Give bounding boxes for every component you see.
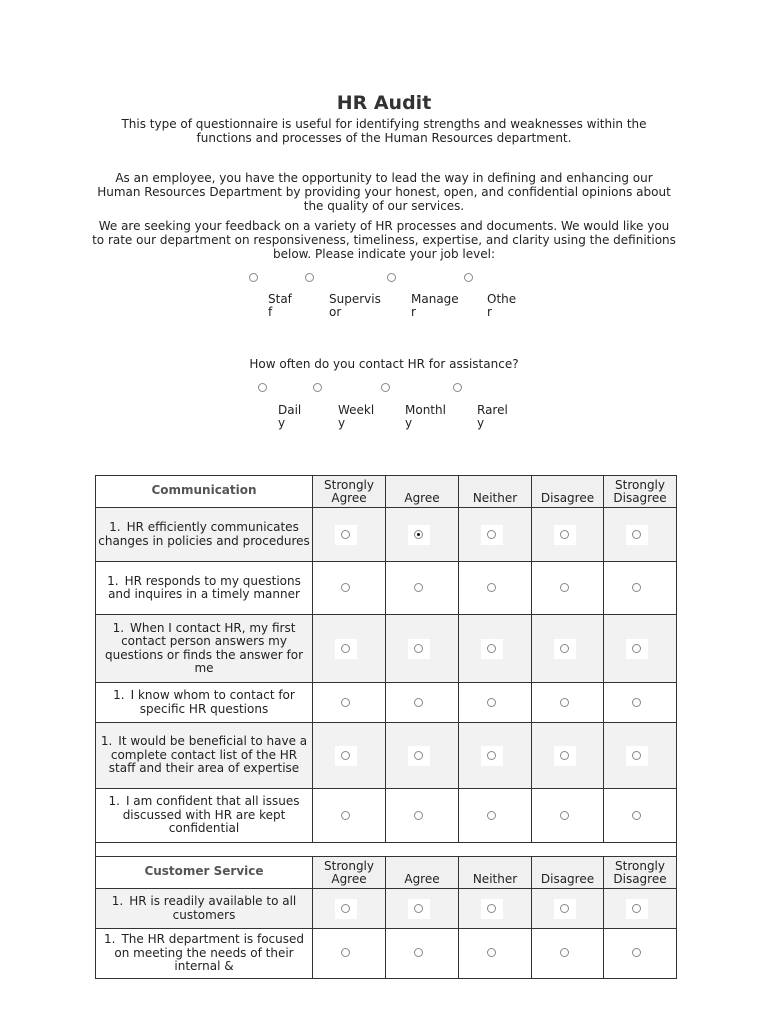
statement-number: 1. <box>107 573 119 588</box>
radio-box <box>335 806 357 826</box>
rating-radio[interactable] <box>632 644 641 653</box>
radio-box <box>626 899 648 919</box>
frequency-label-1: Weekl y <box>338 403 375 430</box>
rating-cell <box>604 615 677 683</box>
rating-radio[interactable] <box>341 948 350 957</box>
table-row <box>96 508 677 562</box>
radio-box <box>481 899 503 919</box>
frequency-radio-2[interactable] <box>381 383 390 392</box>
rating-cell <box>604 889 677 929</box>
table-row <box>96 789 677 843</box>
radio-box <box>554 693 576 713</box>
section-category: Communication <box>96 476 313 508</box>
rating-radio[interactable] <box>487 751 496 760</box>
radio-box <box>335 525 357 545</box>
radio-box <box>554 578 576 598</box>
statement-text: HR responds to my questions and inquires in a timely manner <box>108 573 301 601</box>
statement-number: 1. <box>100 734 113 749</box>
rating-cell <box>604 562 677 615</box>
rating-radio[interactable] <box>632 583 641 592</box>
radio-box <box>481 525 503 545</box>
table-row <box>96 723 677 789</box>
rating-radio[interactable] <box>632 698 641 707</box>
radio-box <box>335 693 357 713</box>
column-header: Strongly Disagree <box>604 476 677 508</box>
radio-box <box>626 746 648 766</box>
statement-number: 1. <box>113 688 125 702</box>
rating-cell <box>386 615 459 683</box>
radio-box <box>408 578 430 598</box>
statement-number: 1. <box>108 794 120 809</box>
frequency-label-3: Rarel y <box>477 403 508 430</box>
rating-cell <box>313 789 386 843</box>
rating-cell <box>532 508 604 562</box>
frequency-radio-0[interactable] <box>258 383 267 392</box>
statement-text: When I contact HR, my first contact person answers my questions or finds the answer for me <box>104 620 303 675</box>
statement-text: HR efficiently communicates changes in policies and procedures <box>98 520 310 548</box>
statement-cell <box>96 562 313 615</box>
rating-radio[interactable] <box>341 811 350 820</box>
radio-box <box>408 943 430 963</box>
rating-radio[interactable] <box>341 698 350 707</box>
rating-radio[interactable] <box>560 948 569 957</box>
radio-box <box>626 525 648 545</box>
survey-table <box>95 475 677 979</box>
column-header: Agree <box>386 476 459 508</box>
radio-box <box>626 943 648 963</box>
radio-box <box>626 578 648 598</box>
rating-radio[interactable] <box>487 644 496 653</box>
rating-radio[interactable] <box>414 751 423 760</box>
job-level-label-1: Supervis or <box>329 292 381 319</box>
rating-cell <box>532 562 604 615</box>
statement-cell <box>96 683 313 723</box>
statement-cell <box>96 889 313 929</box>
rating-cell <box>313 929 386 979</box>
rating-cell <box>313 508 386 562</box>
radio-box <box>481 806 503 826</box>
rating-radio[interactable] <box>341 751 350 760</box>
job-level-label-0: Staf f <box>268 292 292 319</box>
table-row <box>96 889 677 929</box>
rating-cell <box>532 723 604 789</box>
rating-cell <box>532 889 604 929</box>
rating-radio[interactable] <box>560 530 569 539</box>
rating-radio[interactable] <box>560 811 569 820</box>
job-level-label-2: Manage r <box>411 292 459 319</box>
rating-cell <box>604 683 677 723</box>
rating-cell <box>459 615 532 683</box>
rating-radio[interactable] <box>560 644 569 653</box>
section-spacer <box>96 843 677 857</box>
rating-radio[interactable] <box>487 904 496 913</box>
rating-cell <box>313 562 386 615</box>
rating-cell <box>313 615 386 683</box>
rating-cell <box>386 683 459 723</box>
rating-cell <box>386 562 459 615</box>
statement-cell <box>96 723 313 789</box>
radio-box <box>408 746 430 766</box>
table-row <box>96 615 677 683</box>
intro-text: This type of questionnaire is useful for identifying strengths and weaknesses within the functions and processes of the Human Resources department. <box>121 117 647 145</box>
feedback-paragraph: We are seeking your feedback on a variety of HR processes and documents. We would like you to rate our department on responsiveness, timeliness, expertise, and clarity using the definitions below. Please indicate your job level: <box>92 219 676 261</box>
rating-cell <box>604 789 677 843</box>
statement-text: The HR department is focused on meeting the needs of their internal & <box>114 932 304 973</box>
column-header: Neither <box>459 476 532 508</box>
rating-cell <box>459 723 532 789</box>
section-header-row <box>96 476 677 508</box>
rating-cell <box>386 508 459 562</box>
column-header: Neither <box>459 857 532 889</box>
rating-cell <box>532 683 604 723</box>
statement-cell <box>96 789 313 843</box>
rating-radio[interactable] <box>414 644 423 653</box>
rating-cell <box>313 889 386 929</box>
rating-radio[interactable] <box>632 530 641 539</box>
radio-box <box>626 639 648 659</box>
rating-radio[interactable] <box>487 583 496 592</box>
rating-cell <box>386 789 459 843</box>
contact-question: How often do you contact HR for assistance? <box>249 357 519 371</box>
rating-cell <box>604 508 677 562</box>
rating-cell <box>532 789 604 843</box>
radio-box <box>554 525 576 545</box>
rating-cell <box>313 683 386 723</box>
rating-radio[interactable] <box>341 904 350 913</box>
radio-box <box>408 639 430 659</box>
radio-box <box>554 639 576 659</box>
employee-paragraph: As an employee, you have the opportunity to lead the way in defining and enhancing our Human Resources Department by providing your honest, open, and confidential opinions about the quality of our services. <box>97 171 671 213</box>
radio-box <box>481 746 503 766</box>
rating-radio[interactable] <box>414 948 423 957</box>
section-category: Customer Service <box>96 857 313 889</box>
job-level-radio-1[interactable] <box>305 273 314 282</box>
column-header: Agree <box>386 857 459 889</box>
rating-cell <box>459 683 532 723</box>
rating-radio[interactable] <box>487 948 496 957</box>
rating-cell <box>532 615 604 683</box>
radio-box <box>481 578 503 598</box>
statement-text: It would be beneficial to have a complete contact list of the HR staff and their area of expertise <box>108 734 308 776</box>
rating-radio[interactable] <box>560 751 569 760</box>
table-row <box>96 929 677 979</box>
rating-radio[interactable] <box>632 948 641 957</box>
rating-cell <box>459 929 532 979</box>
rating-radio[interactable] <box>341 583 350 592</box>
rating-radio[interactable] <box>560 583 569 592</box>
statement-text: HR is readily available to all customers <box>129 894 297 922</box>
frequency-radio-1[interactable] <box>313 383 322 392</box>
rating-radio[interactable] <box>414 698 423 707</box>
rating-cell <box>604 929 677 979</box>
rating-radio[interactable] <box>632 811 641 820</box>
rating-cell <box>459 562 532 615</box>
radio-box <box>554 899 576 919</box>
radio-box <box>335 943 357 963</box>
job-level-radio-2[interactable] <box>387 273 396 282</box>
rating-radio[interactable] <box>414 811 423 820</box>
rating-radio[interactable] <box>414 904 423 913</box>
radio-box <box>335 746 357 766</box>
radio-box <box>481 639 503 659</box>
rating-cell <box>604 723 677 789</box>
rating-radio[interactable] <box>487 698 496 707</box>
rating-cell <box>459 789 532 843</box>
rating-radio[interactable] <box>632 751 641 760</box>
column-header: Strongly Disagree <box>604 857 677 889</box>
rating-cell <box>459 889 532 929</box>
rating-cell <box>459 508 532 562</box>
radio-box <box>408 693 430 713</box>
statement-number: 1. <box>104 932 116 946</box>
statement-number: 1. <box>109 520 121 534</box>
statement-cell <box>96 508 313 562</box>
statement-cell <box>96 929 313 979</box>
radio-box <box>408 806 430 826</box>
column-header: Strongly Agree <box>313 857 386 889</box>
radio-box <box>335 639 357 659</box>
frequency-label-2: Monthl y <box>405 403 446 430</box>
radio-box <box>408 525 430 545</box>
column-header: Disagree <box>532 857 604 889</box>
statement-cell <box>96 615 313 683</box>
rating-cell <box>386 723 459 789</box>
statement-text: I know whom to contact for specific HR questions <box>130 688 295 716</box>
statement-number: 1. <box>111 894 124 908</box>
job-level-radio-3[interactable] <box>464 273 473 282</box>
rating-radio[interactable] <box>414 530 423 539</box>
rating-radio[interactable] <box>414 583 423 592</box>
radio-box <box>554 746 576 766</box>
radio-box <box>335 578 357 598</box>
rating-cell <box>313 723 386 789</box>
statement-text: I am confident that all issues discussed with HR are kept confidential <box>122 794 300 836</box>
radio-box <box>408 899 430 919</box>
rating-cell <box>386 889 459 929</box>
column-header: Disagree <box>532 476 604 508</box>
rating-radio[interactable] <box>560 698 569 707</box>
rating-radio[interactable] <box>487 530 496 539</box>
rating-radio[interactable] <box>341 530 350 539</box>
rating-radio[interactable] <box>487 811 496 820</box>
radio-box <box>626 693 648 713</box>
rating-radio[interactable] <box>560 904 569 913</box>
rating-cell <box>386 929 459 979</box>
radio-box <box>481 693 503 713</box>
statement-number: 1. <box>112 620 125 635</box>
job-level-label-3: Othe r <box>487 292 517 319</box>
page-title: HR Audit <box>336 92 432 114</box>
rating-radio[interactable] <box>341 644 350 653</box>
radio-box <box>554 806 576 826</box>
table-row <box>96 562 677 615</box>
radio-box <box>481 943 503 963</box>
table-row <box>96 683 677 723</box>
radio-box <box>626 806 648 826</box>
radio-box <box>335 899 357 919</box>
radio-box <box>554 943 576 963</box>
frequency-radio-3[interactable] <box>453 383 462 392</box>
rating-radio[interactable] <box>632 904 641 913</box>
column-header: Strongly Agree <box>313 476 386 508</box>
rating-cell <box>532 929 604 979</box>
frequency-label-0: Dail y <box>278 403 302 430</box>
job-level-radio-0[interactable] <box>249 273 258 282</box>
section-header-row <box>96 857 677 889</box>
